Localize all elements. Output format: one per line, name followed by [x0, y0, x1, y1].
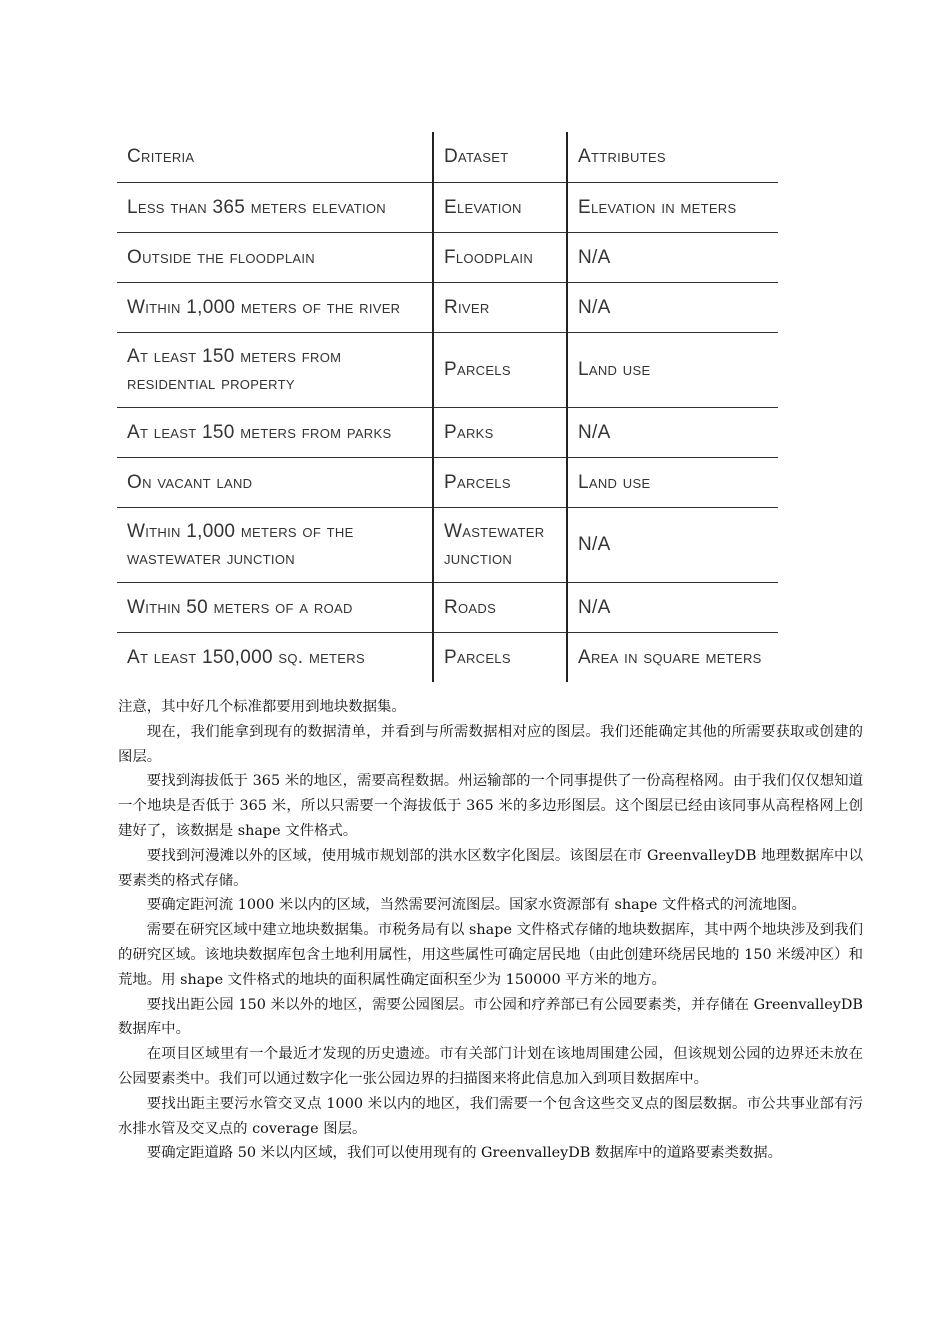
table-header-row [117, 132, 778, 182]
attributes-cell: N/A [567, 232, 778, 282]
table-row [117, 232, 778, 282]
paragraph: 现在，我们能拿到现有的数据清单，并看到与所需数据相对应的图层。我们还能确定其他的所需要获取或创建的图层。 [118, 723, 863, 765]
criteria-cell: At least 150 meters from parks [117, 407, 433, 457]
paragraph: 在项目区域里有一个最近才发现的历史遗迹。市有关部门计划在该地周围建公园，但该规划公园的边界还未放在公园要素类中。我们可以通过数字化一张公园边界的扫描图来将此信息加入到项目数据库中。 [118, 1046, 863, 1087]
paragraph: 要找到河漫滩以外的区域，使用城市规划部的洪水区数字化图层。该图层在市 GreenvalleyDB 地理数据库中以要素类的格式存储。 [118, 847, 863, 889]
dataset-cell: Elevation [433, 182, 567, 232]
criteria-table [117, 132, 778, 682]
criteria-cell: At least 150,000 sq. meters [117, 632, 433, 682]
paragraph: 要确定距道路 50 米以内区域，我们可以使用现有的 GreenvalleyDB 数据库中的道路要素类数据。 [146, 1145, 783, 1162]
attributes-cell: Land use [567, 457, 778, 507]
attributes-cell: N/A [567, 507, 778, 582]
table-row [117, 507, 778, 582]
dataset-cell: River [433, 282, 567, 332]
paragraph: 要找到海拔低于 365 米的地区，需要高程数据。州运输部的一个同事提供了一份高程格网。由于我们仅仅想知道一个地块是否低于 365 米，所以只需要一个海拔低于 365 米的多边形图层。这个图层已经由该同事从高程格网上创建好了，该数据是 shape 文件格式。 [118, 773, 863, 839]
table-row [117, 332, 778, 407]
attributes-cell: N/A [567, 282, 778, 332]
dataset-cell: Parks [433, 407, 567, 457]
paragraph: 要找出距主要污水管交叉点 1000 米以内的地区，我们需要一个包含这些交叉点的图层数据。市公共事业部有污水排水管及交叉点的 coverage 图层。 [118, 1095, 863, 1137]
criteria-cell: Within 50 meters of a road [117, 582, 433, 632]
body-text [118, 695, 863, 1166]
table-row [117, 582, 778, 632]
criteria-cell: Less than 365 meters elevation [127, 196, 386, 218]
dataset-cell: Parcels [433, 457, 567, 507]
paragraph: 要找出距公园 150 米以外的地区，需要公园图层。市公园和疗养部已有公园要素类，并存储在 GreenvalleyDB 数据库中。 [118, 996, 863, 1038]
table-row [117, 282, 778, 332]
criteria-cell: Within 1,000 meters of the wastewater junction [117, 507, 433, 582]
criteria-cell: Within 1,000 meters of the river [117, 282, 433, 332]
dataset-cell: Roads [433, 582, 567, 632]
paragraph: 需要在研究区域中建立地块数据集。市税务局有以 shape 文件格式存储的地块数据库，其中两个地块涉及到我们的研究区域。该地块数据库包含土地利用属性，用这些属性可确定居民地（由此创建环绕居民地的 150 米缓冲区）和荒地。用 shape 文件格式的地块的面积属性确定面积至少为 150000 平方米的地方。 [118, 922, 863, 988]
dataset-cell: Floodplain [433, 232, 567, 282]
dataset-cell: Parcels [433, 632, 567, 682]
table-row [117, 457, 778, 507]
dataset-cell: Wastewater junction [433, 507, 567, 582]
attributes-cell: Area in square meters [567, 632, 778, 682]
table-row [117, 182, 778, 232]
paragraph: 要确定距河流 1000 米以内的区域，当然需要河流图层。国家水资源部有 shape 文件格式的河流地图。 [146, 897, 806, 914]
attributes-cell: N/A [567, 582, 778, 632]
header-criteria: Criteria [117, 132, 433, 182]
paragraph: 注意，其中好几个标准都要用到地块数据集。 [118, 699, 406, 715]
header-dataset: Dataset [433, 132, 567, 182]
attributes-cell: N/A [567, 407, 778, 457]
criteria-cell: Outside the floodplain [117, 232, 433, 282]
header-attributes: Attributes [567, 132, 778, 182]
criteria-cell: At least 150 meters from residential property [117, 332, 433, 407]
criteria-cell: On vacant land [117, 457, 433, 507]
table-row [117, 632, 778, 682]
dataset-cell: Parcels [433, 332, 567, 407]
attributes-cell: Elevation in meters [567, 182, 778, 232]
attributes-cell: Land use [567, 332, 778, 407]
table-row [117, 407, 778, 457]
